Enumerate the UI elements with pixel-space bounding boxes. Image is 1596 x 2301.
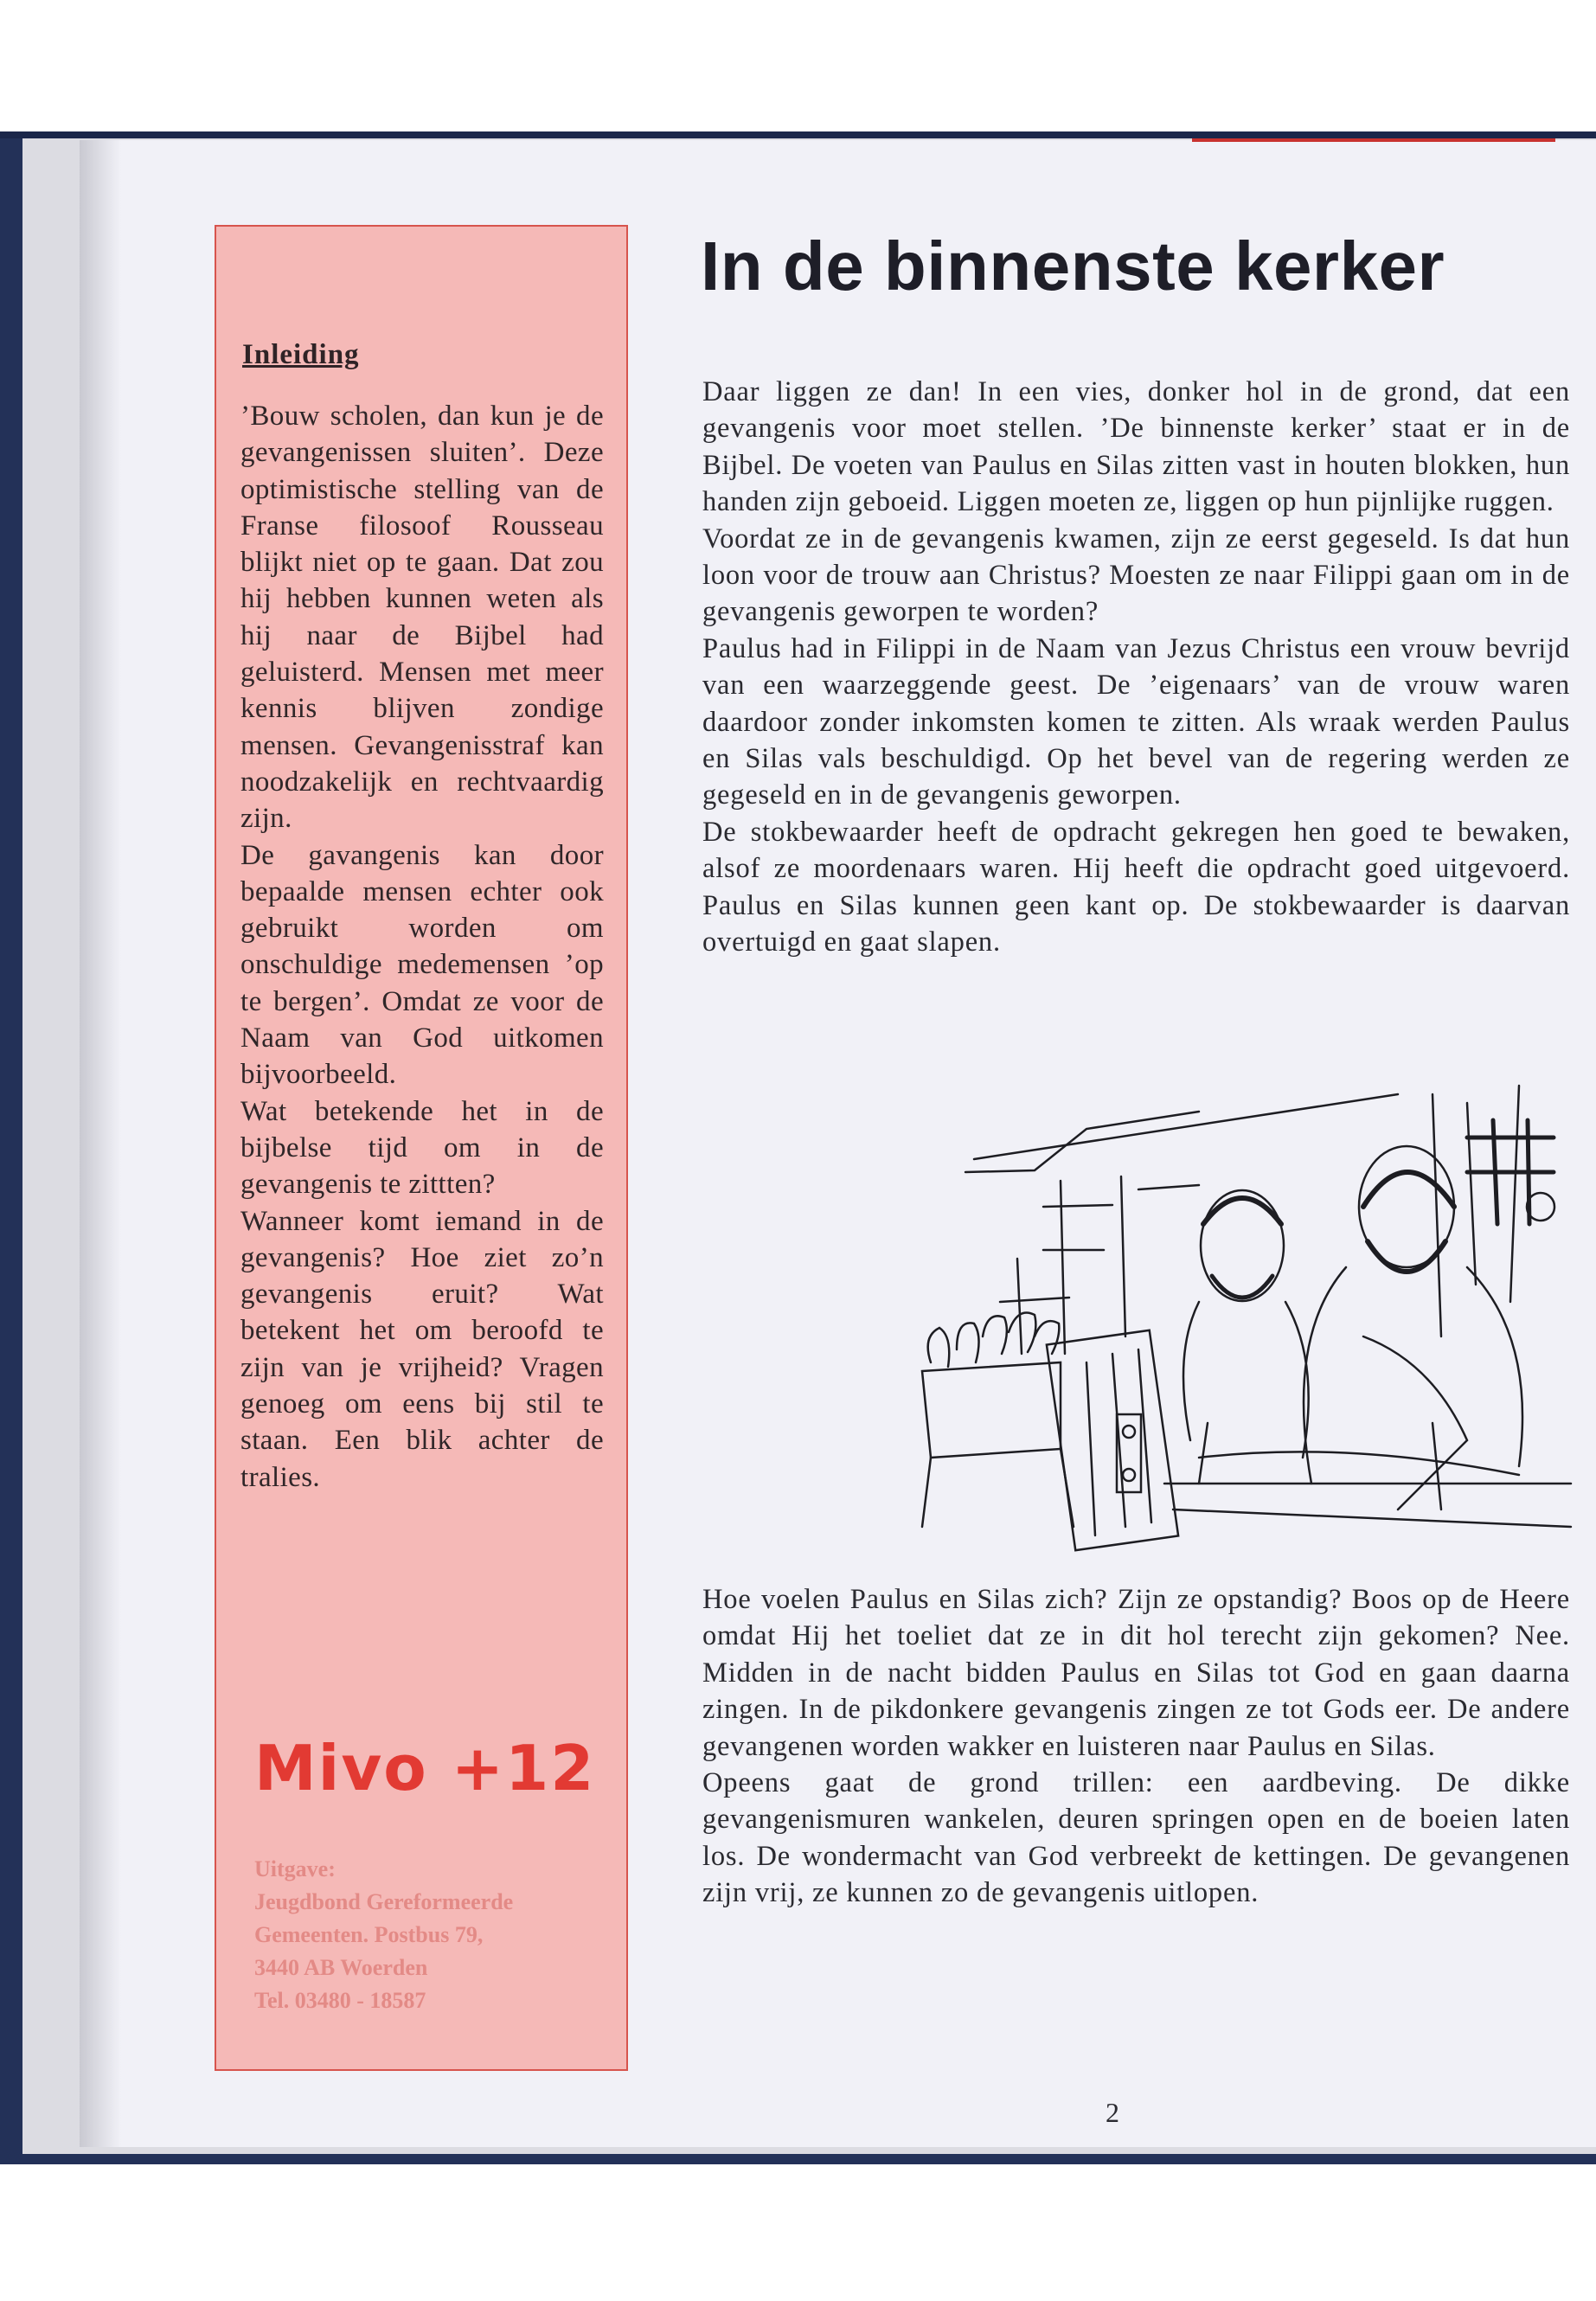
page-title: In de binnenste kerker — [701, 228, 1445, 304]
page-gutter-shadow — [80, 140, 121, 2147]
sidebar-heading: Inleiding — [242, 339, 360, 370]
sidebar-paragraph: De gavangenis kan door bepaalde mensen echter ook gebruikt worden om onschuldige medemensen ’op te bergen’. Omdat ze voor de Naam van God uitkomen bijvoorbeeld. — [240, 839, 604, 1091]
binding-edge — [0, 131, 1596, 138]
publisher-info — [254, 1853, 618, 2017]
intro-sidebar — [215, 225, 628, 2071]
publisher-line: Uitgave: — [254, 1856, 336, 1881]
prison-illustration — [913, 1077, 1580, 1561]
red-edge-mark — [1192, 138, 1555, 142]
sidebar-paragraph: Wat betekende het in de bijbelse tijd om in de gevangenis te zittten? — [240, 1095, 604, 1201]
article-paragraph: Hoe voelen Paulus en Silas zich? Zijn ze opstandig? Boos op de Heere omdat Hij het toeliet dat ze in dit hol terecht zijn gekomen? Nee. Midden in de nacht bidden Paulus en Silas tot God en gaan daarna zingen. In de pikdonkere gevangenis zingen ze tot Gods eer. De andere gevangenen worden wakker en luisteren naar Paulus en Silas. — [702, 1584, 1570, 1762]
page-number: 2 — [1106, 2097, 1119, 2128]
article-paragraph: De stokbewaarder heeft de opdracht gekregen hen goed te bewaken, alsof ze moordenaars waren. Hij heeft die opdracht goed uitgevoerd. Paulus en Silas kunnen geen kant op. De stokbewaarder is daarvan overtuigd en gaat slapen. — [702, 816, 1570, 958]
article-paragraph: Daar liggen ze dan! In een vies, donker hol in de grond, dat een gevangenis voor moet stellen. ’De binnenste kerker’ staat er in de Bijbel. De voeten van Paulus en Silas zitten vast in houten blokken, hun handen zijn geboeid. Liggen moeten ze, liggen op hun pijnlijke ruggen. — [702, 376, 1570, 518]
sidebar-paragraph: Wanneer komt iemand in de gevangenis? Hoe ziet zo’n gevangenis eruit? Wat betekent het om beroofd te zijn van je vrijheid? Vragen genoeg om eens bij stil te staan. Een blik achter de tralies. — [240, 1205, 604, 1493]
publisher-line: 3440 AB Woerden — [254, 1955, 428, 1980]
article-paragraph: Opeens gaat de grond trillen: een aardbeving. De dikke gevangenismuren wankelen, deuren springen open en de boeien laten los. De wondermacht van God verbreekt de kettingen. De gevangenen zijn vrij, ze kunnen zo de gevangenis uitlopen. — [702, 1767, 1570, 1909]
article-text-top — [702, 374, 1570, 961]
publisher-line: Jeugdbond Gereformeerde — [254, 1889, 514, 1914]
publisher-line: Gemeenten. Postbus 79, — [254, 1922, 484, 1947]
brand-logo: Mivo +12 — [254, 1732, 596, 1804]
sidebar-body — [240, 398, 604, 1496]
publisher-line: Tel. 03480 - 18587 — [254, 1988, 426, 2013]
article-paragraph: Paulus had in Filippi in de Naam van Jezus Christus een vrouw bevrijd van een waarzeggende geest. De ’eigenaars’ van de vrouw waren daardoor zonder inkomsten komen te zitten. Als wraak werden Paulus en Silas vals beschuldigd. Op het bevel van de regering werden ze gegeseld en in de gevangenis geworpen. — [702, 632, 1570, 811]
sidebar-paragraph: ’Bouw scholen, dan kun je de gevangenissen sluiten’. Deze optimistische stelling van de Franse filosoof Rousseau blijkt niet op te gaan. Dat zou hij hebben kunnen weten als hij naar de Bijbel had geluisterd. Mensen met meer kennis blijven zondige mensen. Gevangenisstraf kan noodzakelijk en rechtvaardig zijn. — [240, 401, 604, 835]
article-paragraph: Voordat ze in de gevangenis kwamen, zijn ze eerst gegeseld. Is dat hun loon voor de trouw aan Christus? Moesten ze naar Filippi gaan om in de gevangenis geworpen te worden? — [702, 522, 1570, 628]
article-text-bottom — [702, 1581, 1570, 1912]
